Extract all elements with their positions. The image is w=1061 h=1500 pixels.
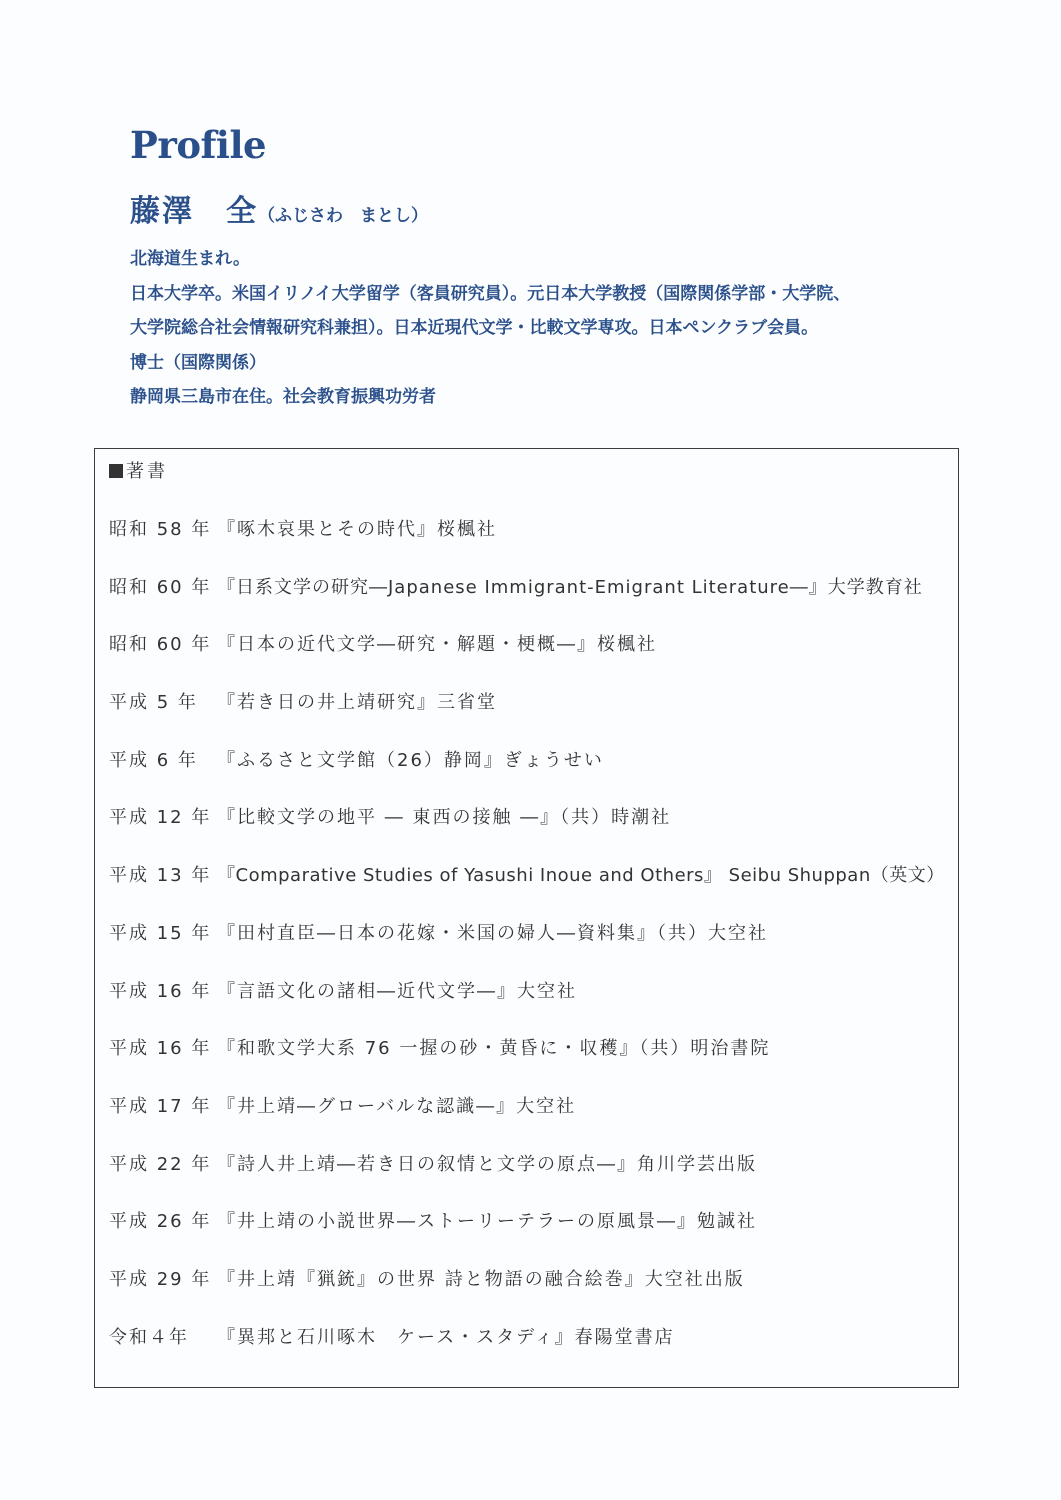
publications-heading-label: 著書 — [126, 461, 168, 482]
publication-title: 『詩人井上靖―若き日の叙情と文学の原点―』角川学芸出版 — [217, 1153, 757, 1175]
bio-line-affiliation: 大学院総合社会情報研究科兼担）。日本近現代文学・比較文学専攻。日本ペンクラブ会員。 — [130, 318, 819, 338]
publication-title: 『田村直臣―日本の花嫁・米国の婦人―資料集』（共）大空社 — [217, 922, 768, 944]
publication-title: 『比較文学の地平 ― 東西の接触 ―』（共）時潮社 — [217, 807, 672, 829]
publications-list — [109, 515, 945, 1380]
publication-title: 『井上靖―グローバルな認識―』大空社 — [217, 1095, 577, 1117]
publication-title: 『ふるさと文学館（26）静岡』ぎょうせい — [217, 749, 604, 771]
publication-title: 『言語文化の諸相―近代文学―』大空社 — [217, 980, 577, 1002]
publication-year: 昭和 58 年 — [109, 519, 212, 540]
publication-year: 平成 17 年 — [109, 1095, 212, 1117]
publication-year: 平成 12 年 — [109, 807, 212, 829]
publication-year: 平成 16 年 — [109, 1038, 212, 1060]
profile-heading: Profile — [130, 123, 267, 167]
bio-line-residence: 静岡県三島市在住。社会教育振興功労者 — [130, 387, 436, 407]
list-item — [109, 919, 945, 977]
publication-title: 『若き日の井上靖研究』三省堂 — [217, 692, 497, 714]
list-item — [109, 1034, 945, 1092]
bio-line-birthplace: 北海道生まれ。 — [130, 249, 251, 269]
author-name-line — [130, 186, 428, 230]
list-item — [109, 573, 945, 631]
publication-year: 平成 15 年 — [109, 922, 212, 944]
publication-year: 令和４年 — [109, 1326, 189, 1348]
list-item — [109, 1207, 945, 1265]
publication-year: 平成 6 年 — [109, 749, 198, 771]
list-item — [109, 746, 945, 804]
publication-year: 昭和 60 年 — [109, 576, 212, 598]
list-item — [109, 1265, 945, 1323]
publications-heading — [109, 457, 168, 483]
list-item — [109, 630, 945, 688]
list-item — [109, 803, 945, 861]
publication-year: 平成 13 年 — [109, 865, 212, 887]
list-item — [109, 1150, 945, 1208]
publication-title: 『井上靖『猟銃』の世界 詩と物語の融合絵巻』大空社出版 — [217, 1268, 745, 1290]
publication-title: 『異邦と石川啄木 ケース・スタディ』春陽堂書店 — [217, 1326, 675, 1348]
list-item — [109, 688, 945, 746]
bio-line-degree: 博士（国際関係） — [130, 352, 266, 373]
publication-year: 平成 22 年 — [109, 1153, 212, 1175]
publication-title: 『日本の近代文学―研究・解題・梗概―』桜楓社 — [217, 634, 657, 656]
publications-box — [94, 448, 959, 1388]
list-item — [109, 1323, 945, 1381]
list-item — [109, 861, 945, 919]
publication-title: 『井上靖の小説世界―ストーリーテラーの原風景―』勉誠社 — [217, 1211, 757, 1233]
publication-year: 昭和 60 年 — [109, 634, 212, 656]
list-item — [109, 977, 945, 1035]
publication-title: 『和歌文学大系 76 一握の砂・黄昏に・収穫』（共）明治書院 — [217, 1038, 771, 1060]
list-item — [109, 515, 945, 573]
author-name-reading: （ふじさわ まとし） — [258, 206, 428, 226]
publication-year: 平成 26 年 — [109, 1211, 212, 1233]
publication-title: 『日系文学の研究―Japanese Immigrant-Emigrant Literature―』大学教育社 — [217, 576, 923, 598]
publication-year: 平成 16 年 — [109, 980, 212, 1002]
square-bullet-icon — [109, 464, 123, 478]
author-biography — [130, 242, 970, 415]
publication-title: 『啄木哀果とその時代』桜楓社 — [217, 519, 497, 540]
publication-title: 『Comparative Studies of Yasushi Inoue and Others』 Seibu Shuppan（英文） — [217, 865, 945, 887]
publication-year: 平成 5 年 — [109, 692, 198, 714]
list-item — [109, 1092, 945, 1150]
bio-line-education: 日本大学卒。米国イリノイ大学留学（客員研究員）。元日本大学教授（国際関係学部・大学院、 — [130, 283, 851, 304]
author-name: 藤澤 全 — [130, 194, 258, 229]
publication-year: 平成 29 年 — [109, 1268, 212, 1290]
